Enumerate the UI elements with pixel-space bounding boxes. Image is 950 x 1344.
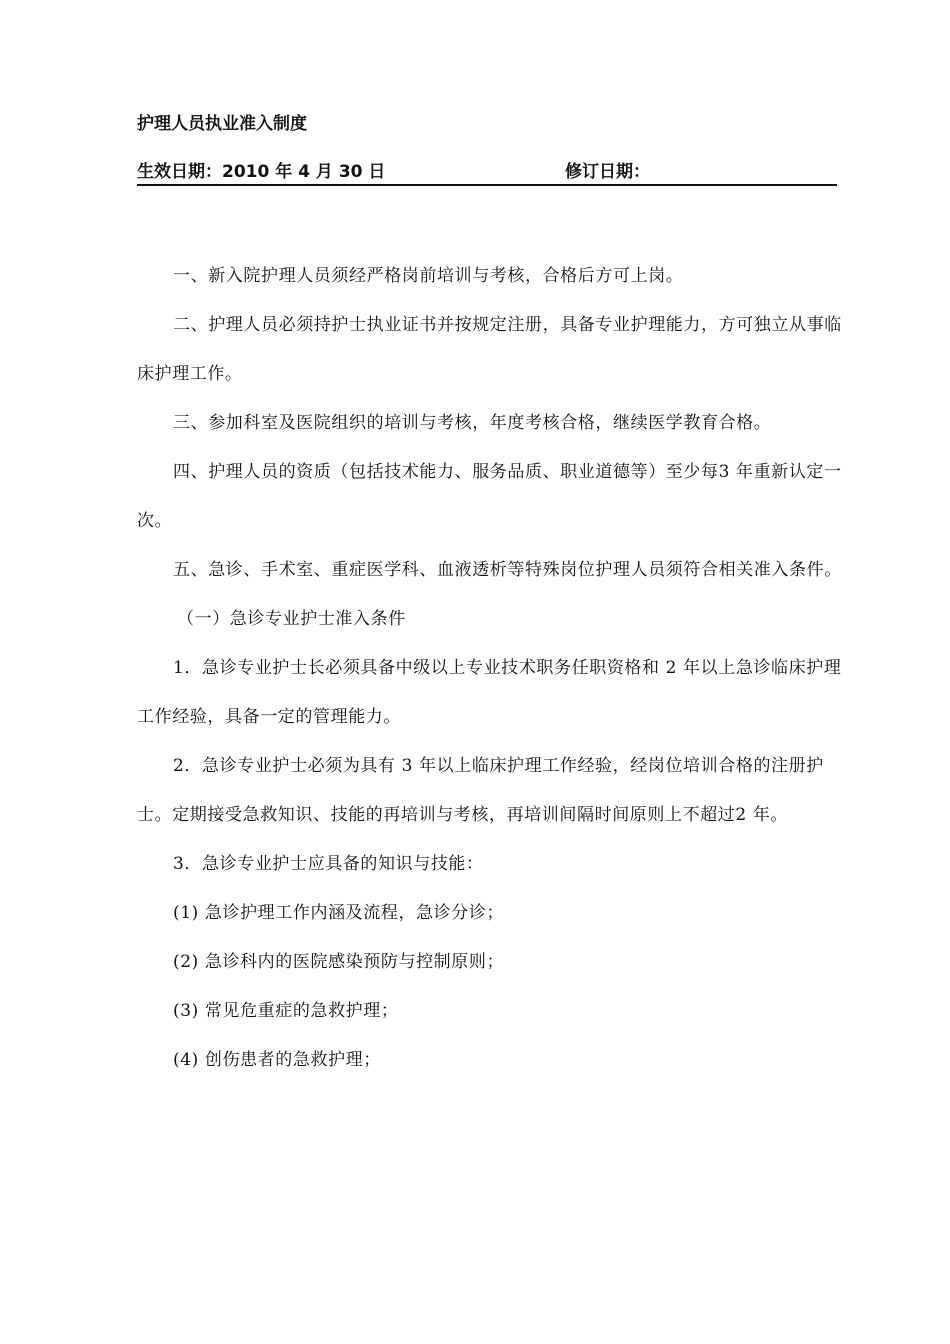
paragraph: 五、急诊、手术室、重症医学科、血液透析等特殊岗位护理人员须符合相关准入条件。: [173, 560, 842, 580]
paragraph: 1．急诊专业护士长必须具备中级以上专业技术职务任职资格和 2 年以上急诊临床护理工作经验，具备一定的管理能力。: [137, 658, 842, 727]
list-item: (4) 创伤患者的急救护理；: [173, 1050, 381, 1070]
paragraph: 四、护理人员的资质（包括技术能力、服务品质、职业道德等）至少每3 年重新认定一次。: [137, 462, 842, 531]
paragraph: 3．急诊专业护士应具备的知识与技能：: [173, 854, 484, 874]
revised-date: 修订日期：: [565, 162, 650, 182]
effective-date: 生效日期：2010 年 4 月 30 日: [137, 162, 386, 182]
paragraph: 二、护理人员必须持护士执业证书并按规定注册，具备专业护理能力，方可独立从事临床护理工作。: [137, 315, 842, 384]
paragraph: 一、新入院护理人员须经严格岗前培训与考核，合格后方可上岗。: [173, 266, 684, 286]
document-body: [137, 252, 843, 1085]
section-heading: （一）急诊专业护士准入条件: [177, 609, 406, 629]
document-title: 护理人员执业准入制度: [137, 114, 307, 134]
paragraph: 三、参加科室及医院组织的培训与考核，年度考核合格，继续医学教育合格。: [173, 413, 772, 433]
list-item: (2) 急诊科内的医院感染预防与控制原则；: [173, 952, 505, 972]
list-item: (3) 常见危重症的急救护理；: [173, 1001, 399, 1021]
list-item: (1) 急诊护理工作内涵及流程，急诊分诊；: [173, 903, 505, 923]
paragraph: 2．急诊专业护士必须为具有 3 年以上临床护理工作经验，经岗位培训合格的注册护士。定期接受急救知识、技能的再培训与考核，再培训间隔时间原则上不超过2 年。: [137, 756, 824, 825]
date-line: [137, 160, 837, 186]
